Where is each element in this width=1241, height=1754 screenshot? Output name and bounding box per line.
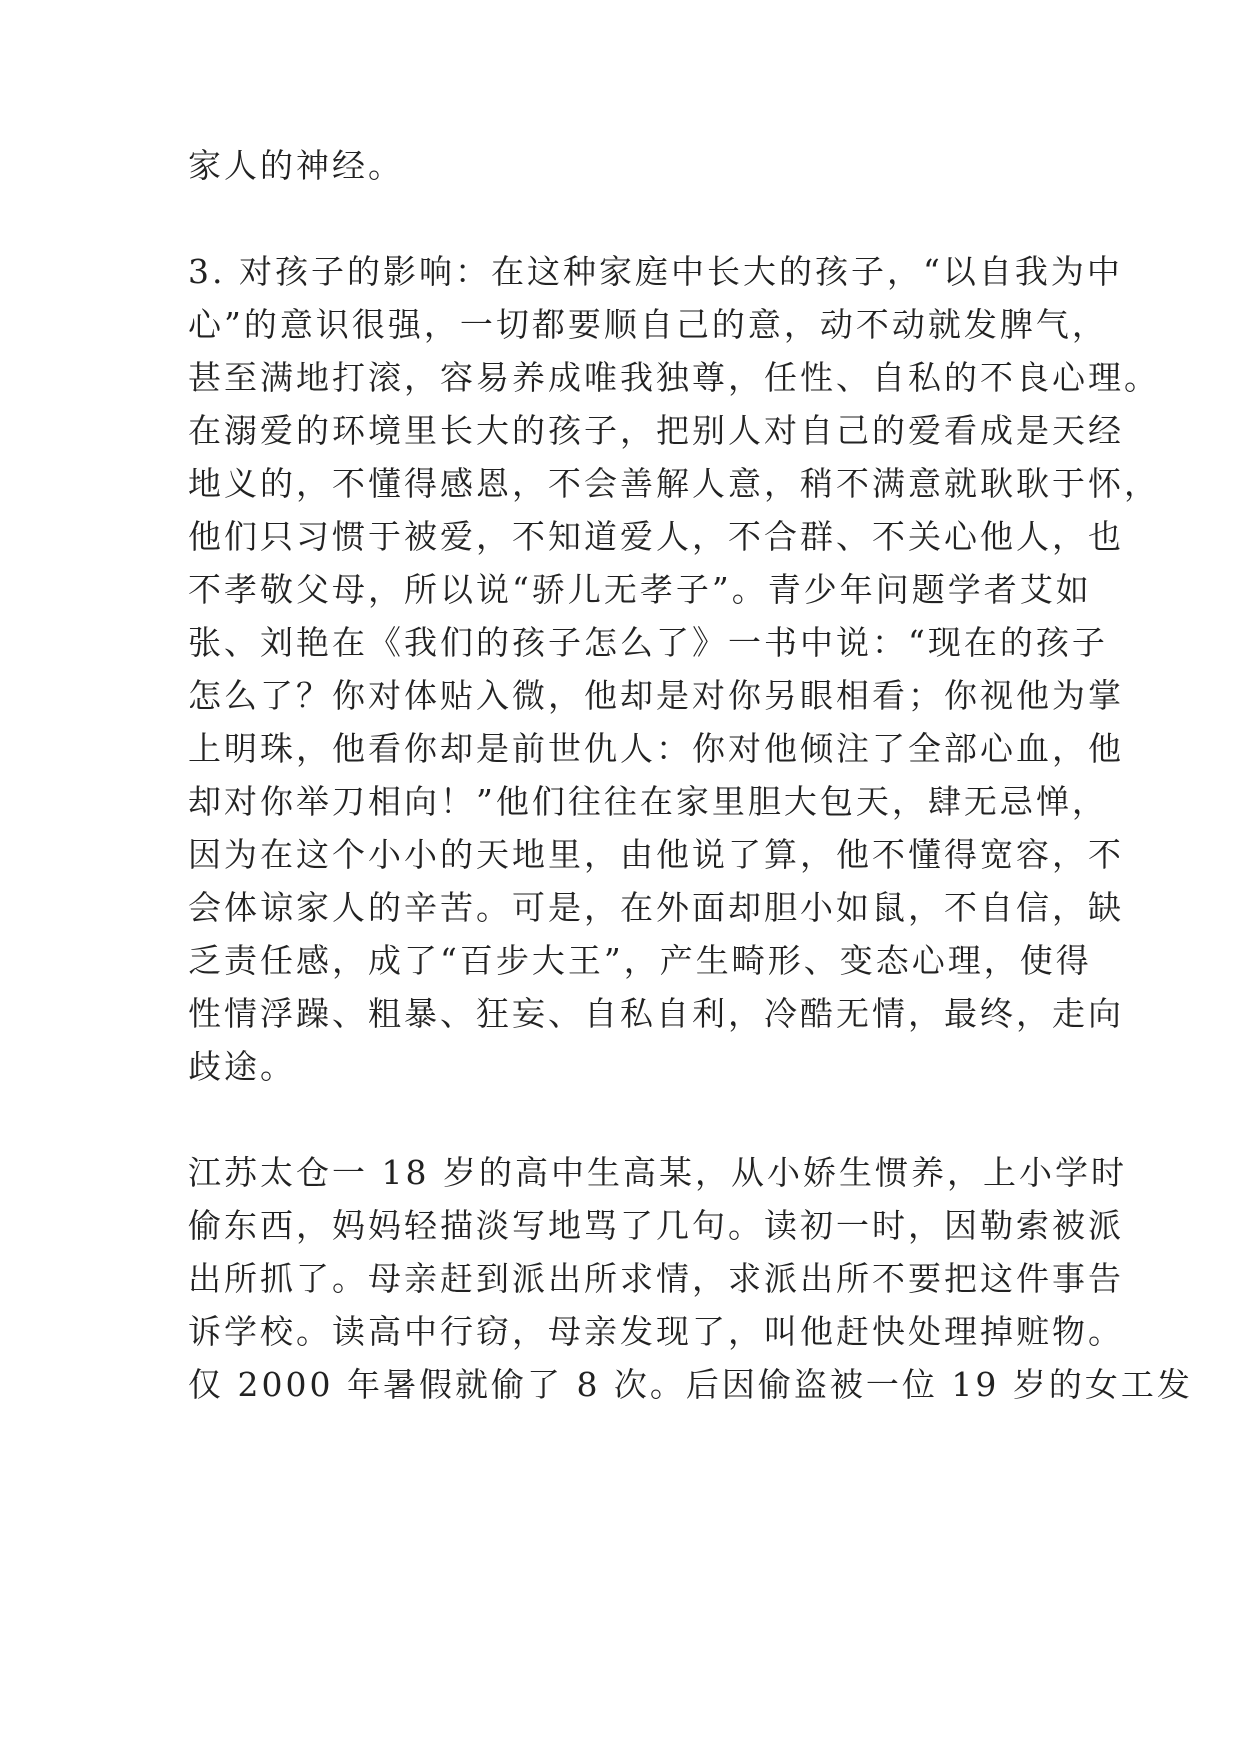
paragraph-2-line-6: 他们只习惯于被爱，不知道爱人，不合群、不关心他人，也 [188,517,1124,556]
paragraph-2-line-4: 在溺爱的环境里长大的孩子，把别人对自己的爱看成是天经 [188,411,1124,450]
paragraph-2-line-8: 张、刘艳在《我们的孩子怎么了》一书中说：“现在的孩子 [188,623,1108,662]
paragraph-3-line-2: 偷东西，妈妈轻描淡写地骂了几句。读初一时，因勒索被派 [188,1206,1124,1245]
paragraph-2-line-2: 心”的意识很强，一切都要顺自己的意，动不动就发脾气， [188,305,1108,344]
paragraph-2-line-14: 乏责任感，成了“百步大王”，产生畸形、变态心理，使得 [188,941,1092,980]
paragraph-3-line-4: 诉学校。读高中行窃，母亲发现了，叫他赶快处理掉赃物。 [188,1312,1124,1351]
paragraph-3-line-3: 出所抓了。母亲赶到派出所求情，求派出所不要把这件事告 [188,1259,1124,1298]
paragraph-2-line-1: 3. 对孩子的影响：在这种家庭中长大的孩子，“以自我为中 [188,252,1123,291]
paragraph-2-line-12: 因为在这个小小的天地里，由他说了算，他不懂得宽容，不 [188,835,1124,874]
paragraph-2-line-9: 怎么了？你对体贴入微，他却是对你另眼相看；你视他为掌 [188,676,1124,715]
paragraph-1-line-1: 家人的神经。 [188,146,404,185]
paragraph-2-line-7: 不孝敬父母，所以说“骄儿无孝子”。青少年问题学者艾如 [188,570,1092,609]
paragraph-2-line-11: 却对你举刀相向！”他们往往在家里胆大包天，肆无忌惮， [188,782,1108,821]
paragraph-2-line-16: 歧途。 [188,1047,296,1086]
paragraph-2-line-13: 会体谅家人的辛苦。可是，在外面却胆小如鼠，不自信，缺 [188,888,1124,927]
paragraph-3-line-5: 仅 2000 年暑假就偷了 8 次。后因偷盗被一位 19 岁的女工发 [188,1365,1193,1404]
paragraph-3-line-1: 江苏太仓一 18 岁的高中生高某，从小娇生惯养，上小学时 [188,1153,1127,1192]
paragraph-2-line-15: 性情浮躁、粗暴、狂妄、自私自利，冷酷无情，最终，走向 [188,994,1124,1033]
paragraph-2-line-3: 甚至满地打滚，容易养成唯我独尊，任性、自私的不良心理。 [188,358,1160,397]
paragraph-2-line-5: 地义的，不懂得感恩，不会善解人意，稍不满意就耿耿于怀， [188,464,1160,503]
paragraph-2-line-10: 上明珠，他看你却是前世仇人：你对他倾注了全部心血，他 [188,729,1124,768]
